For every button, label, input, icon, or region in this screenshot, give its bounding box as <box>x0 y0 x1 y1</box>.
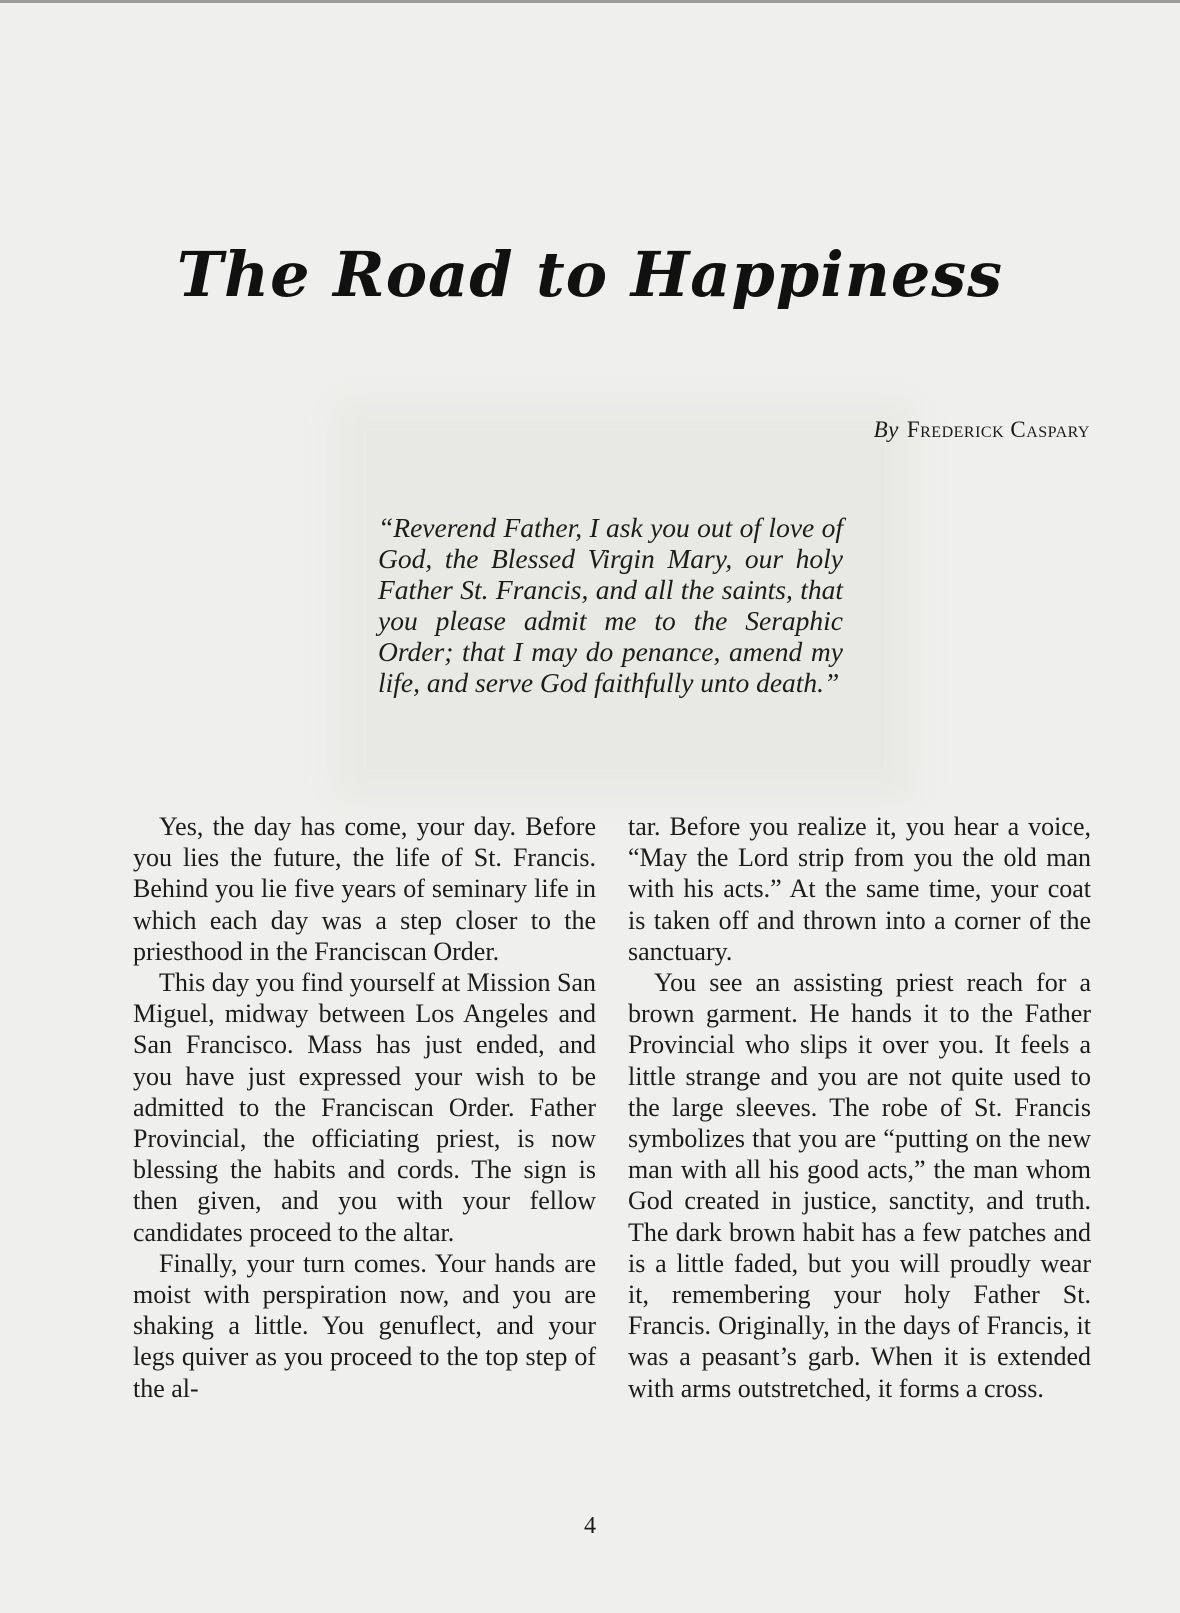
page-number: 4 <box>584 1513 596 1539</box>
paragraph-continued: tar. Before you realize it, you hear a voice, “May the Lord strip from you the old man with his acts.” At the same time, your coat is taken off and thrown into a corner of the sanctuary. <box>628 812 1091 966</box>
left-column <box>133 811 596 1404</box>
body-columns <box>133 811 1091 1404</box>
paragraph: Yes, the day has come, your day. Before you lies the future, the life of St. Francis. Behind you lie five years of seminary life in which each day was a step closer to the priesthood in the Franciscan Order. <box>133 812 596 966</box>
byline <box>874 417 1090 443</box>
byline-prefix: By <box>873 417 899 442</box>
right-column <box>628 811 1091 1404</box>
author-name: Frederick Caspary <box>906 417 1090 442</box>
article-title: The Road to Happiness <box>176 238 1004 311</box>
paragraph: This day you find yourself at Mission San Miguel, midway between Los Angeles and San Francisco. Mass has just ended, and you have just expressed your wish to be admitted to the Franciscan Order. Father Provincial, the officiating priest, is now blessing the habits and cords. The sign is then given, and you with your fellow candidates proceed to the altar. <box>133 968 596 1247</box>
paragraph: Finally, your turn comes. Your hands are moist with perspiration now, and you are shaking a little. You genuflect, and your legs quiver as you proceed to the top step of the al- <box>133 1248 596 1403</box>
page-top-edge <box>0 0 1180 3</box>
paragraph: You see an assisting priest reach for a brown garment. He hands it to the Father Provincial who slips it over you. It feels a little strange and you are not quite used to the large sleeves. The robe of St. Francis symbolizes that you are “putting on the new man with all his good acts,” the man whom God created in justice, sanctity, and truth. The dark brown habit has a few patches and is a little faded, but you will proudly wear it, remembering your holy Father St. Francis. Originally, in the days of Francis, it was a peasant’s garb. When it is extended with arms outstretched, it forms a cross. <box>628 968 1091 1403</box>
epigraph-quote: “Reverend Father, I ask you out of love of God, the Blessed Virgin Mary, our holy Father St. Francis, and all the saints, that you please admit me to the Seraphic Order; that I may do penance, amend my life, and serve God faithfully unto death.” <box>378 512 843 698</box>
